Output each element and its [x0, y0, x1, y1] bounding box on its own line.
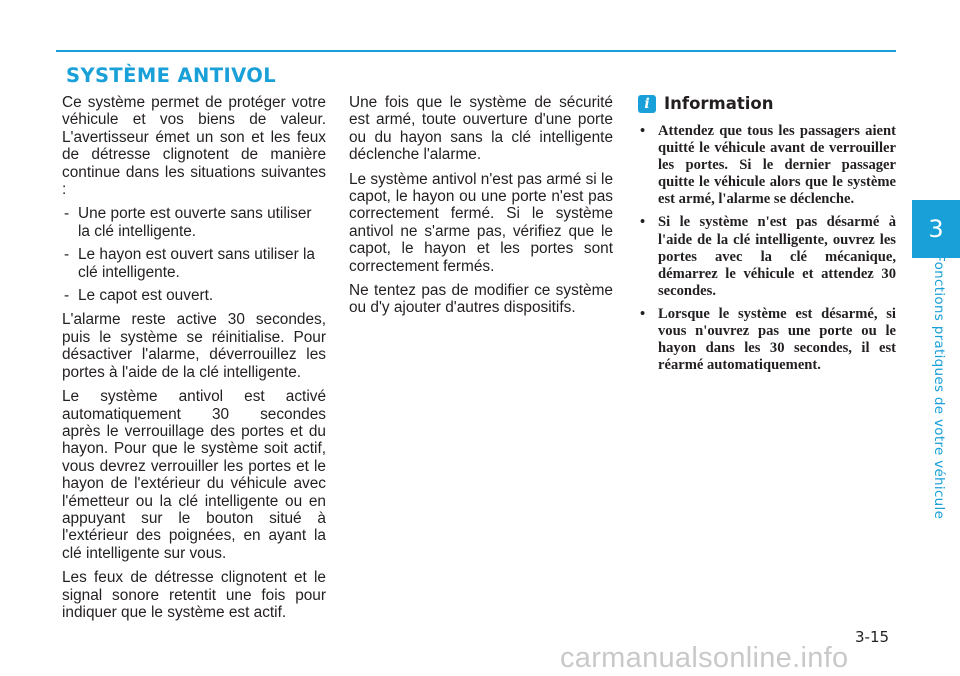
info-icon: i	[638, 95, 656, 113]
watermark: carmanualsonline.info	[560, 642, 849, 674]
header-rule	[56, 50, 896, 52]
warning-paragraph: Ne tentez pas de modifier ce système ou d'y ajouter d'autres dispositifs.	[349, 282, 613, 317]
list-item: - Le capot est ouvert.	[62, 287, 326, 304]
text-column-2	[349, 94, 613, 324]
list-item: • Lorsque le système est désarmé, si vous n'ouvrez pas une porte ou le hayon dans les 30 secondes, il est réarmé automatiquement.	[636, 306, 896, 374]
information-box	[636, 94, 896, 380]
armed-paragraph: Une fois que le système de sécurité est armé, toute ouverture d'une porte ou du hayon sans la clé intelligente déclenche l'alarme.	[349, 94, 613, 164]
list-item: - Le hayon est ouvert sans utiliser la clé intelligente.	[62, 246, 326, 281]
section-title: SYSTÈME ANTIVOL	[66, 64, 277, 87]
alarm-conditions-list	[62, 205, 326, 304]
list-item: • Attendez que tous les passagers aient quitté le véhicule avant de verrouiller les portes. Si le dernier passager quitte le véhicule alors que le système est armé, l'alarme se déclenche.	[636, 123, 896, 208]
chapter-title: Fonctions pratiques de votre véhicule	[931, 254, 947, 520]
activation-rest: après le verrouillage des portes et du hayon. Pour que le système soit actif, vous devrez verrouiller les portes et le hayon de l'extérieur du véhicule avec l'émetteur ou la clé intelligente ou en appuyant sur le bouton situé à l'extérieur des poignées, en ayant la clé intelligente sur vous.	[62, 422, 326, 562]
information-header	[636, 94, 896, 113]
information-title: Information	[664, 94, 774, 113]
activation-line-1: Le système antivol est activé	[62, 388, 326, 406]
intro-paragraph: Ce système permet de protéger votre véhicule et vos biens de valeur. L'avertisseur émet un son et les feux de détresse clignotent de manière continue dans les situations suivantes :	[62, 94, 326, 199]
text-column-1	[62, 94, 326, 628]
list-item: - Une porte est ouverte sans utiliser la clé intelligente.	[62, 205, 326, 240]
list-item: • Si le système n'est pas désarmé à l'aide de la clé intelligente, ouvrez les portes avec la clé mécanique, démarrez le véhicule et attendez 30 secondes.	[636, 214, 896, 299]
information-list	[636, 123, 896, 374]
alarm-duration-paragraph: L'alarme reste active 30 secondes, puis le système se réinitialise. Pour désactiver l'alarme, déverrouillez les portes à l'aide de la clé intelligente.	[62, 311, 326, 381]
not-armed-paragraph: Le système antivol n'est pas armé si le capot, le hayon ou une porte n'est pas correctement fermé. Si le système antivol ne s'arme pas, vérifiez que le capot, le hayon et les portes sont correctement fermés.	[349, 170, 613, 275]
chapter-number-tab: 3	[912, 200, 960, 258]
page-number: 3-15	[855, 628, 890, 646]
confirmation-paragraph: Les feux de détresse clignotent et le signal sonore retentit une fois pour indiquer que le système est actif.	[62, 569, 326, 621]
activation-line-2: automatiquement 30 secondes	[62, 405, 326, 423]
activation-paragraph	[62, 388, 326, 562]
